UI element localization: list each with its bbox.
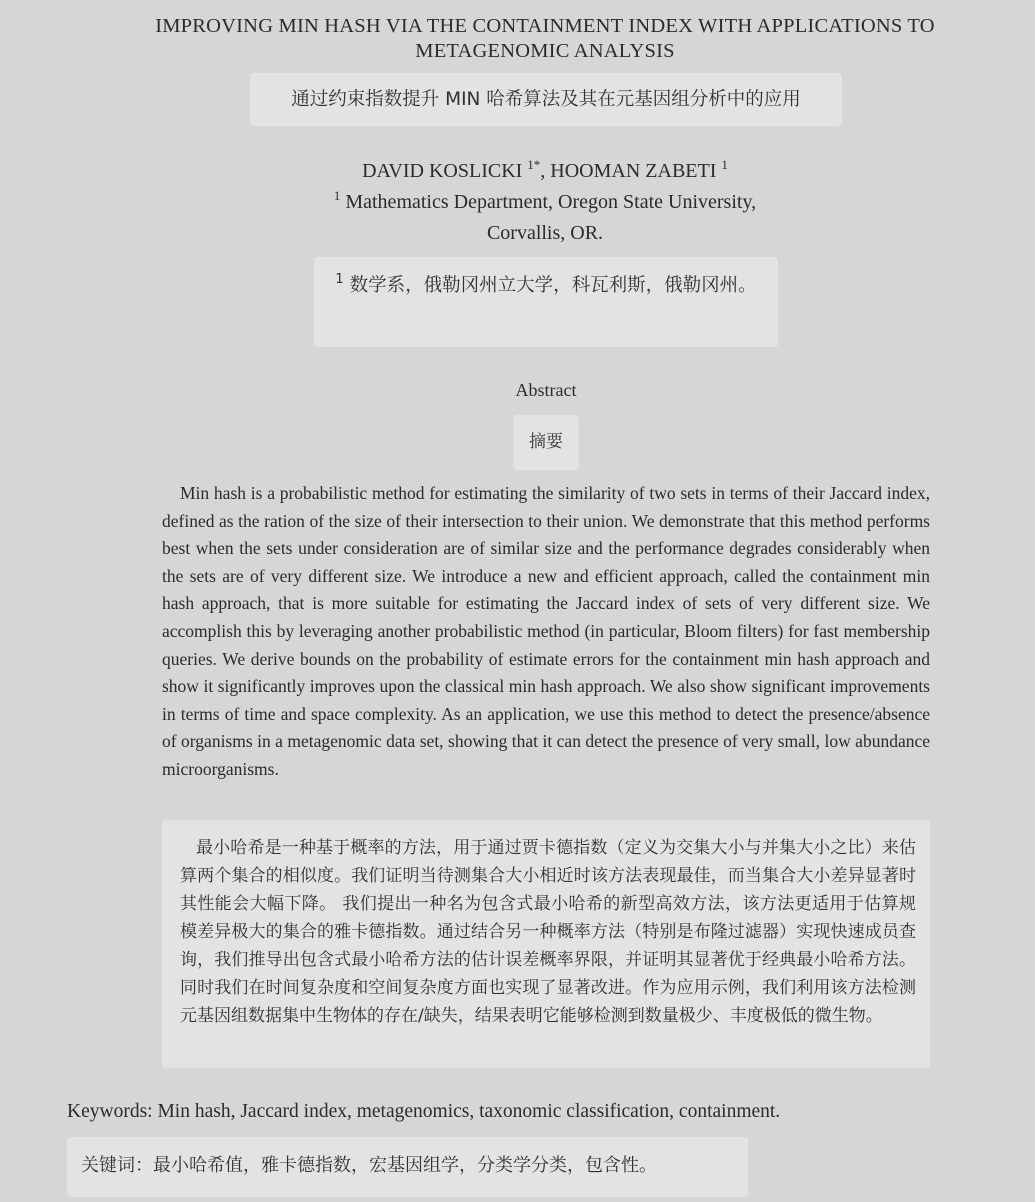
author-line <box>200 156 890 187</box>
abstract-text: Min hash is a probabilistic method for estimating the similarity of two sets in terms of their Jaccard index, defined as the ration of the size of their intersection to their union. We demonstrate that this method performs best when the sets under consideration are of similar size and the performance degrades considerably when the sets are of very different size. We introduce a new and efficient approach, called the containment min hash approach, that is more suitable for estimating the Jaccard index of sets of very different size. We accomplish this by leveraging another probabilistic method (in particular, Bloom filters) for fast membership queries. We derive bounds on the probability of estimate errors for the containment min hash approach and show it significantly improves upon the classical min hash approach. We also show significant improvements in terms of time and space complexity. As an application, we use this method to detect the presence/absence of organisms in a metagenomic data set, showing that it can detect the presence of very small, low abundance microorganisms. <box>162 483 930 779</box>
affiliation-mark: 1 <box>333 188 341 203</box>
author-affiliation-mark: 1 <box>721 157 728 172</box>
affiliation-translation <box>314 257 778 347</box>
abstract-translation: 最小哈希是一种基于概率的方法，用于通过贾卡德指数（定义为交集大小与并集大小之比）来估算两个集合的相似度。我们证明当待测集合大小相近时该方法表现最佳，而当集合大小差异显著时其性能会大幅下降。 我们提出一种名为包含式最小哈希的新型高效方法，该方法更适用于估算规模差异极大的集合的雅卡德指数。通过结合另一种概率方法（特别是布隆过滤器）实现快速成员查询，我们推导出包含式最小哈希方法的估计误差概率界限，并证明其显著优于经典最小哈希方法。 同时我们在时间复杂度和空间复杂度方面也实现了显著改进。作为应用示例，我们利用该方法检测元基因组数据集中生物体的存在/缺失，结果表明它能够检测到数量极少、丰度极低的微生物。 <box>162 820 930 1068</box>
keywords-translation: 关键词：最小哈希值，雅卡德指数，宏基因组学，分类学分类，包含性。 <box>67 1137 748 1197</box>
keywords: Keywords: Min hash, Jaccard index, metagenomics, taxonomic classification, containment. <box>67 1101 781 1122</box>
author-affiliation-mark: 1* <box>527 157 541 172</box>
abstract-heading: Abstract <box>515 380 577 400</box>
affiliation-translation-mark: 1 <box>335 272 344 287</box>
author-block <box>200 156 890 249</box>
author-name: HOOMAN ZABETI <box>550 160 722 182</box>
paper-title: IMPROVING MIN HASH VIA THE CONTAINMENT INDEX WITH APPLICATIONS TO METAGENOMIC ANALYSIS <box>155 15 935 62</box>
abstract-heading-translation: 摘要 <box>513 415 579 470</box>
affiliation-text: Mathematics Department, Oregon State University, Corvallis, OR. <box>340 191 757 244</box>
author-name: DAVID KOSLICKI <box>362 160 528 182</box>
paper-title-translation: 通过约束指数提升 MIN 哈希算法及其在元基因组分析中的应用 <box>250 73 842 126</box>
author-separator: , <box>540 160 551 182</box>
affiliation <box>325 187 765 249</box>
affiliation-translation-text: 数学系，俄勒冈州立大学，科瓦利斯，俄勒冈州。 <box>343 275 757 296</box>
